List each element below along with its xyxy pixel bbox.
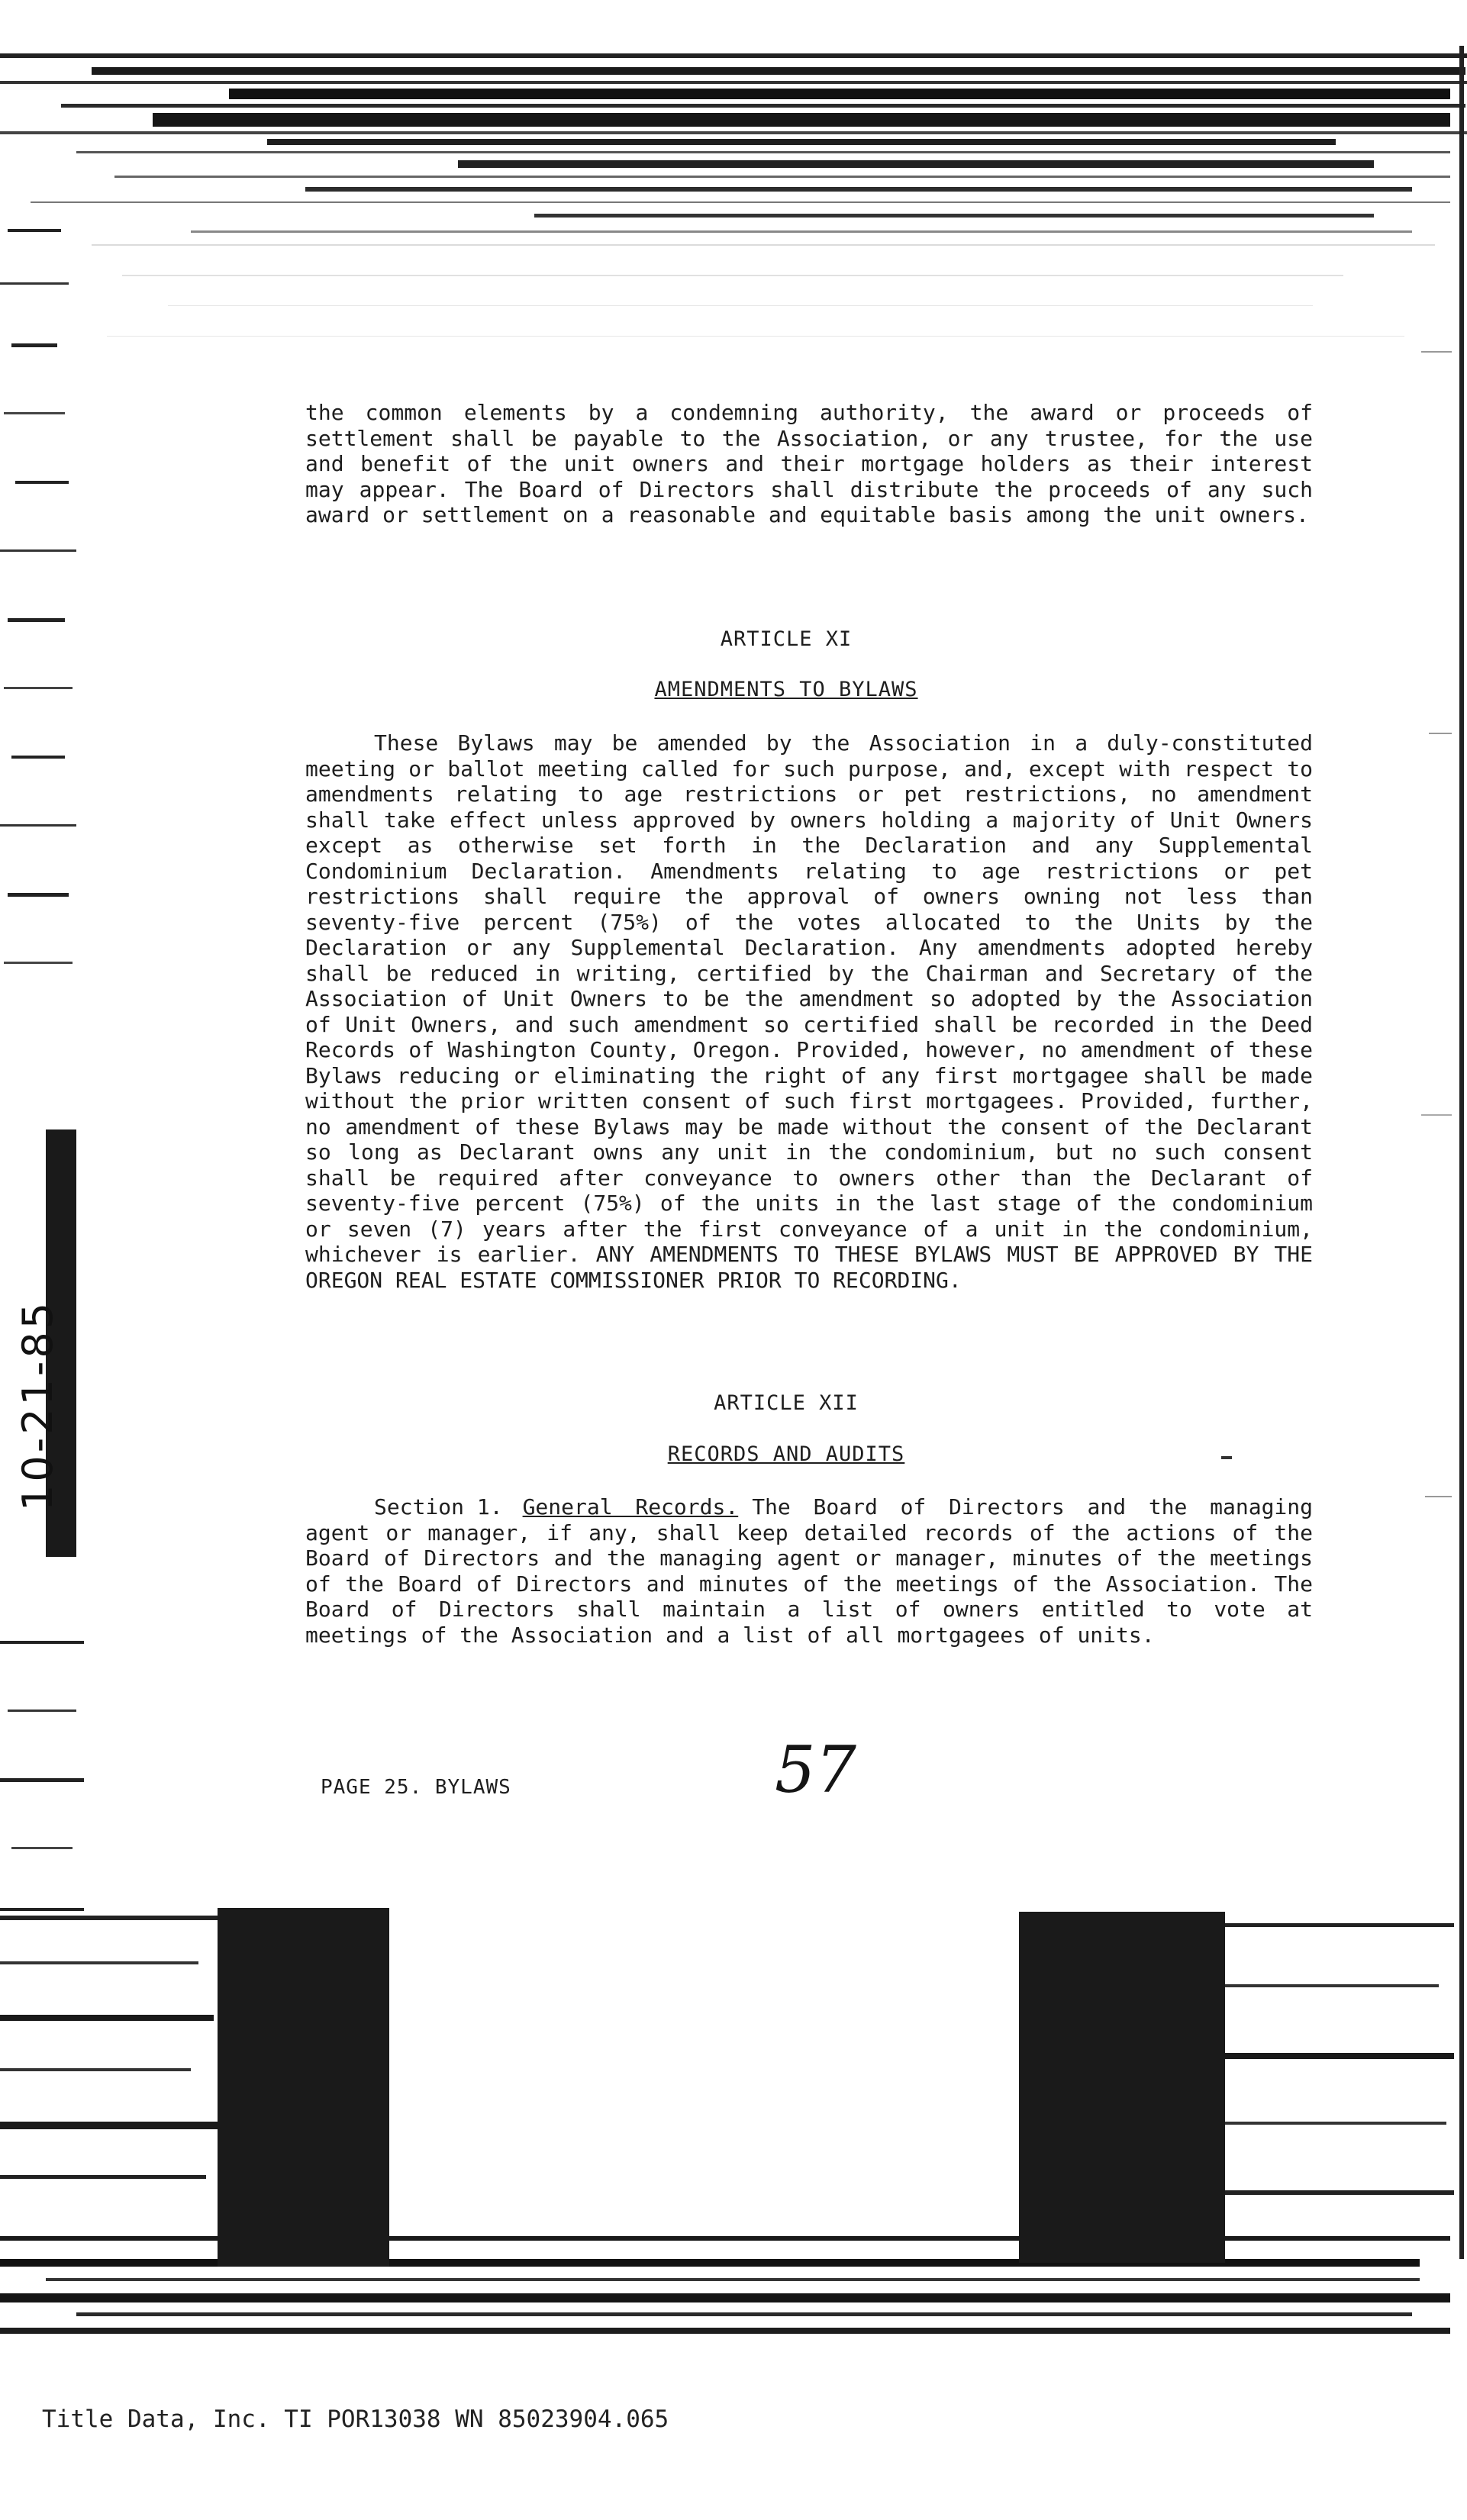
article-11-title: AMENDMENTS TO BYLAWS bbox=[654, 678, 918, 701]
article-12-heading: ARTICLE XII bbox=[714, 1391, 859, 1415]
article-12-title: RECORDS AND AUDITS bbox=[667, 1442, 905, 1466]
title-data-line: Title Data, Inc. TI POR13038 WN 85023904.065 bbox=[42, 2406, 669, 2433]
section-1-body: The Board of Directors and the managing agent or manager, if any, shall keep detailed records of the actions of the Board of Directors and the managing agent or manager, minutes of the meetings of the Board of Directors and minutes of the meetings of the Association. The Board of Directors shall maintain a list of owners entitled to vote at meetings of the Association and a list of all mortgagees of units. bbox=[305, 1494, 1313, 1648]
scan-speckle-band bbox=[92, 229, 1435, 374]
redaction-block-left bbox=[218, 1908, 389, 2267]
binding-margin-handwriting: 10-21-85 bbox=[14, 1299, 62, 1511]
redaction-block-right bbox=[1019, 1912, 1225, 2263]
article-11-heading: ARTICLE XI bbox=[720, 627, 853, 651]
section-1-label: Section 1. bbox=[374, 1494, 503, 1519]
article-12-section-1 bbox=[305, 1494, 1313, 1648]
page-footer: PAGE 25. BYLAWS bbox=[321, 1776, 511, 1799]
section-1-title: General Records. bbox=[522, 1494, 739, 1519]
stray-mark bbox=[1221, 1456, 1232, 1459]
article-11-body: These Bylaws may be amended by the Association in a duly-constituted meeting or ballot meeting called for such purpose, and, except with respect to amendments relating to age restrictions or pet restrictions, no amendment shall take effect unless approved by owners holding a majority of Unit Owners except as otherwise set forth in the Declaration and any Supplemental Condominium Declaration. Amendments relating to age restrictions or pet restrictions shall require the approval of owners owning not less than seventy-five percent (75%) of the votes allocated to the Units by the Declaration or any Supplemental Declaration. Any amendments adopted hereby shall be reduced in writing, certified by the Chairman and Secretary of the Association of Unit Owners to be the amendment so adopted by the Association of Unit Owners, and such amendment so certified shall be recorded in the Deed Records of Washington County, Oregon. Provided, however, no amendment of these Bylaws reducing or eliminating the right of any first mortgagee shall be made without the prior written consent of such first mortgagees. Provided, further, no amendment of these Bylaws may be made without the consent of the Declarant so long as Declarant owns any unit in the condominium, but no such consent shall be required after conveyance to owners other than the Declarant of seventy-five percent (75%) of the units in the last stage of the condominium or seven (7) years after the first conveyance of a unit in the condominium, whichever is earlier. ANY AMENDMENTS TO THESE BYLAWS MUST BE APPROVED BY THE OREGON REAL ESTATE COMMISSIONER PRIOR TO RECORDING. bbox=[305, 730, 1313, 1293]
handwritten-page-number: 57 bbox=[775, 1732, 856, 1807]
paragraph-condemnation-award: the common elements by a condemning authority, the award or proceeds of settlement shall be payable to the Association, or any trustee, for the use and benefit of the unit owners and their mortgage holders as their interest may appear. The Board of Directors shall distribute the proceeds of any such award or settlement on a reasonable and equitable basis among the unit owners. bbox=[305, 400, 1313, 527]
scan-noise-top bbox=[0, 31, 1467, 259]
scan-noise-left-margin bbox=[0, 191, 92, 1946]
